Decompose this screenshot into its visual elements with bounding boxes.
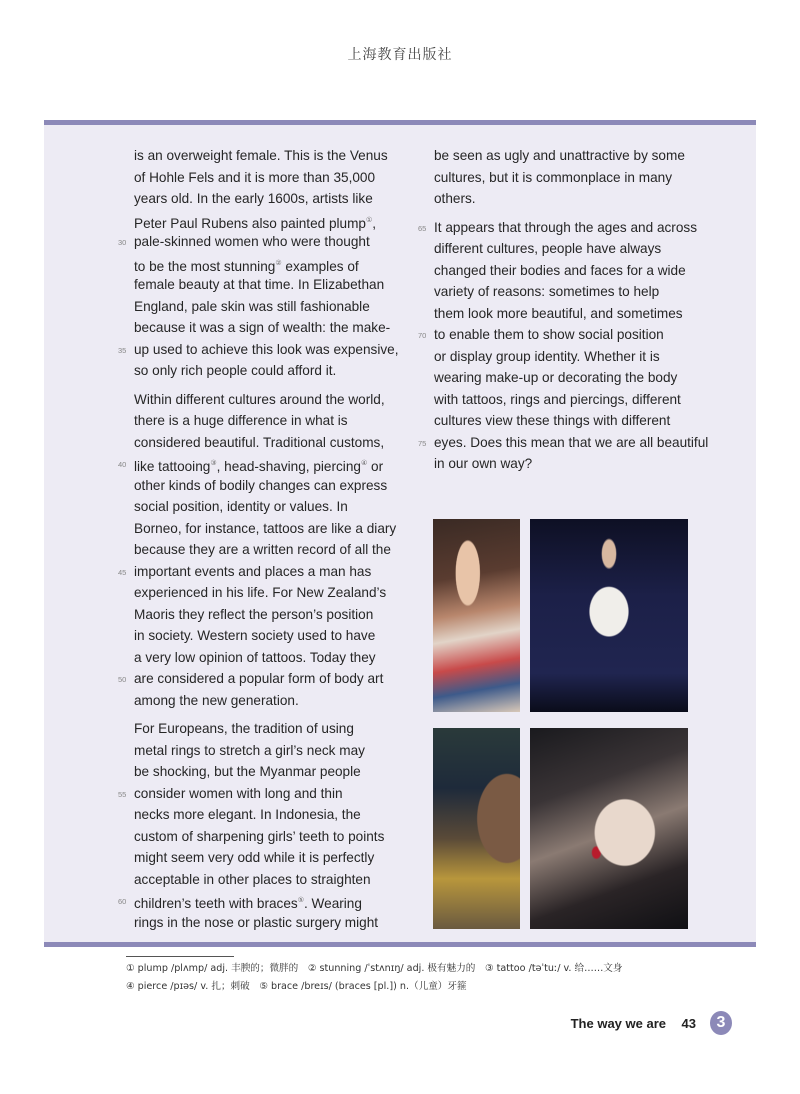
line-text: Borneo, for instance, tattoos are like a diary <box>134 520 397 536</box>
text-line <box>134 647 396 669</box>
text-line <box>118 783 396 805</box>
text-line <box>134 188 396 210</box>
line-text: examples of <box>281 258 359 274</box>
line-text: cultures view these things with different <box>434 413 671 428</box>
line-text: cultures, but it is commonplace in many <box>434 169 672 185</box>
line-text: necks more elegant. In Indonesia, the <box>134 807 361 822</box>
line-text: consider women with long and thin <box>134 785 343 801</box>
text-line <box>434 410 714 432</box>
text-line <box>118 668 396 690</box>
page-number: 43 <box>681 1016 696 1031</box>
line-text: England, pale skin was still fashionable <box>134 298 370 314</box>
photo-woman-profile <box>530 728 688 929</box>
text-line <box>134 869 396 891</box>
text-line <box>134 847 396 869</box>
line-text: among the new generation. <box>134 692 299 708</box>
text-line <box>134 210 396 232</box>
paragraph <box>418 217 714 475</box>
paragraph <box>118 145 399 382</box>
line-text: because it was a sign of wealth: the make- <box>134 320 391 335</box>
line-text: to enable them to show social position <box>434 327 664 342</box>
line-text: , head-shaving, piercing <box>216 459 361 474</box>
text-line <box>134 296 396 318</box>
text-line <box>118 453 396 475</box>
line-text: of Hohle Fels and it is more than 35,000 <box>134 169 376 185</box>
text-line <box>134 410 396 432</box>
page-footer <box>0 1012 752 1036</box>
text-line <box>134 539 396 561</box>
line-text: in our own way? <box>434 456 533 471</box>
text-line <box>134 518 396 540</box>
footnote-marker: ③ <box>210 460 217 467</box>
line-text: others. <box>434 191 476 206</box>
line-text: rings in the nose or plastic surgery might <box>134 914 379 930</box>
line-text: so only rich people could afford it. <box>134 363 337 378</box>
paragraph <box>118 718 396 933</box>
line-number: 75 <box>418 438 427 448</box>
text-line <box>418 432 714 454</box>
line-number: 45 <box>118 567 127 577</box>
line-text: to be the most stunning <box>134 258 276 274</box>
line-text: Within different cultures around the world, <box>134 391 385 407</box>
line-text: female beauty at that time. In Elizabethan <box>134 277 385 292</box>
text-line <box>134 496 396 518</box>
text-line <box>134 167 396 189</box>
line-number: 35 <box>118 345 127 355</box>
text-line <box>134 804 396 826</box>
line-text: acceptable in other places to straighten <box>134 871 371 887</box>
line-text: years old. In the early 1600s, artists like <box>134 191 373 206</box>
line-text: is an overweight female. This is the Venus <box>134 148 388 163</box>
text-line <box>418 324 714 346</box>
line-text: other kinds of bodily changes can express <box>134 477 388 493</box>
line-text: them look more beautiful, and sometimes <box>434 305 683 321</box>
line-text: children’s teeth with braces <box>134 896 298 911</box>
reading-panel <box>44 120 756 947</box>
line-number: 55 <box>118 789 127 799</box>
text-line <box>134 389 396 411</box>
line-text: experienced in his life. For New Zealand’s <box>134 585 387 600</box>
line-number: 50 <box>118 675 127 684</box>
text-line <box>134 690 396 712</box>
line-text: with tattoos, rings and piercings, different <box>434 391 681 407</box>
line-text: , <box>372 215 377 231</box>
photo-woman-headwrap <box>433 728 520 929</box>
paragraph <box>434 145 714 210</box>
footnotes <box>126 960 766 996</box>
line-text: be shocking, but the Myanmar people <box>134 764 361 779</box>
text-line <box>134 274 396 296</box>
text-line <box>434 303 714 325</box>
text-line <box>134 360 396 382</box>
text-line <box>134 582 396 604</box>
footnote-marker: ② <box>275 259 282 267</box>
line-text: wearing make-up or decorating the body <box>434 370 678 385</box>
text-line <box>134 432 396 454</box>
publisher-header: 上海教育出版社 <box>347 47 453 63</box>
line-text: metal rings to stretch a girl’s neck may <box>134 742 365 758</box>
text-line <box>434 367 714 389</box>
line-text: important events and places a man has <box>134 563 372 579</box>
line-text: be seen as ugly and unattractive by some <box>434 148 685 163</box>
text-line <box>434 389 714 411</box>
line-text: social position, identity or values. In <box>134 499 348 514</box>
text-line <box>434 260 714 282</box>
line-text: in society. Western society used to have <box>134 628 376 643</box>
line-text: For Europeans, the tradition of using <box>134 721 354 736</box>
line-text: pale-skinned women who were thought <box>134 234 370 249</box>
text-line <box>418 217 714 239</box>
text-line <box>118 339 399 361</box>
line-text: eyes. Does this mean that we are all beautiful <box>434 434 709 450</box>
text-line <box>134 761 396 783</box>
left-text-column <box>118 145 399 940</box>
footnote-line: ④ pierce /pɪəs/ v. 扎；刺破 ⑤ brace /breɪs/ (braces [pl.]) n.（儿童）牙箍 <box>126 981 467 992</box>
line-text: It appears that through the ages and across <box>434 219 697 235</box>
line-text: . Wearing <box>304 896 362 911</box>
text-line <box>118 890 396 912</box>
text-line <box>134 625 396 647</box>
line-number: 65 <box>418 223 427 233</box>
right-text-column <box>418 145 714 482</box>
footnote-marker: ① <box>366 216 373 224</box>
footnote-line: ① plump /plʌmp/ adj. 丰腴的；微胖的 ② stunning /ˈstʌnɪŋ/ adj. 极有魅力的 ③ tattoo /təˈtuː/ v. 给……文身 <box>126 963 623 974</box>
line-text: a very low opinion of tattoos. Today they <box>134 649 376 665</box>
line-text: variety of reasons: sometimes to help <box>434 284 660 299</box>
line-text: custom of sharpening girls’ teeth to points <box>134 828 385 844</box>
text-line <box>134 826 396 848</box>
text-line <box>134 912 396 934</box>
line-text: different cultures, people have always <box>434 241 662 256</box>
text-line <box>134 718 396 740</box>
text-line <box>434 238 714 260</box>
text-line <box>434 346 714 368</box>
line-text: or <box>367 459 384 474</box>
unit-badge: 3 <box>710 1011 732 1035</box>
line-text: there is a huge difference in what is <box>134 413 348 428</box>
text-line <box>434 188 714 210</box>
line-number: 40 <box>118 460 127 469</box>
line-number: 30 <box>118 238 127 247</box>
line-text: might seem very odd while it is perfectly <box>134 850 375 865</box>
line-text: Maoris they reflect the person’s position <box>134 606 374 622</box>
text-line <box>434 453 714 475</box>
line-number: 70 <box>418 331 427 340</box>
line-text: up used to achieve this look was expensive, <box>134 341 399 357</box>
text-line <box>134 475 396 497</box>
footnote-rule <box>126 956 234 957</box>
text-line <box>118 561 396 583</box>
paragraph <box>118 389 397 712</box>
text-line <box>134 740 396 762</box>
text-line <box>134 145 396 167</box>
line-text: are considered a popular form of body art <box>134 671 384 686</box>
text-line <box>134 604 396 626</box>
text-line <box>434 281 714 303</box>
line-text: because they are a written record of all the <box>134 542 391 557</box>
line-text: changed their bodies and faces for a wide <box>434 262 686 278</box>
photo-portrait-painting <box>433 519 520 712</box>
text-line <box>134 317 396 339</box>
line-number: 60 <box>118 897 127 906</box>
line-text: like tattooing <box>134 459 211 474</box>
text-line <box>134 253 396 275</box>
text-line <box>434 167 714 189</box>
footnote-marker: ④ <box>360 460 368 467</box>
photo-fashion-model <box>530 519 688 712</box>
chapter-title: The way we are <box>570 1016 666 1031</box>
text-line <box>434 145 714 167</box>
text-line <box>118 231 396 253</box>
line-text: Peter Paul Rubens also painted plump <box>134 215 366 231</box>
line-text: or display group identity. Whether it is <box>434 348 660 364</box>
footnote-marker: ⑤ <box>297 897 304 904</box>
line-text: considered beautiful. Traditional customs, <box>134 434 385 450</box>
